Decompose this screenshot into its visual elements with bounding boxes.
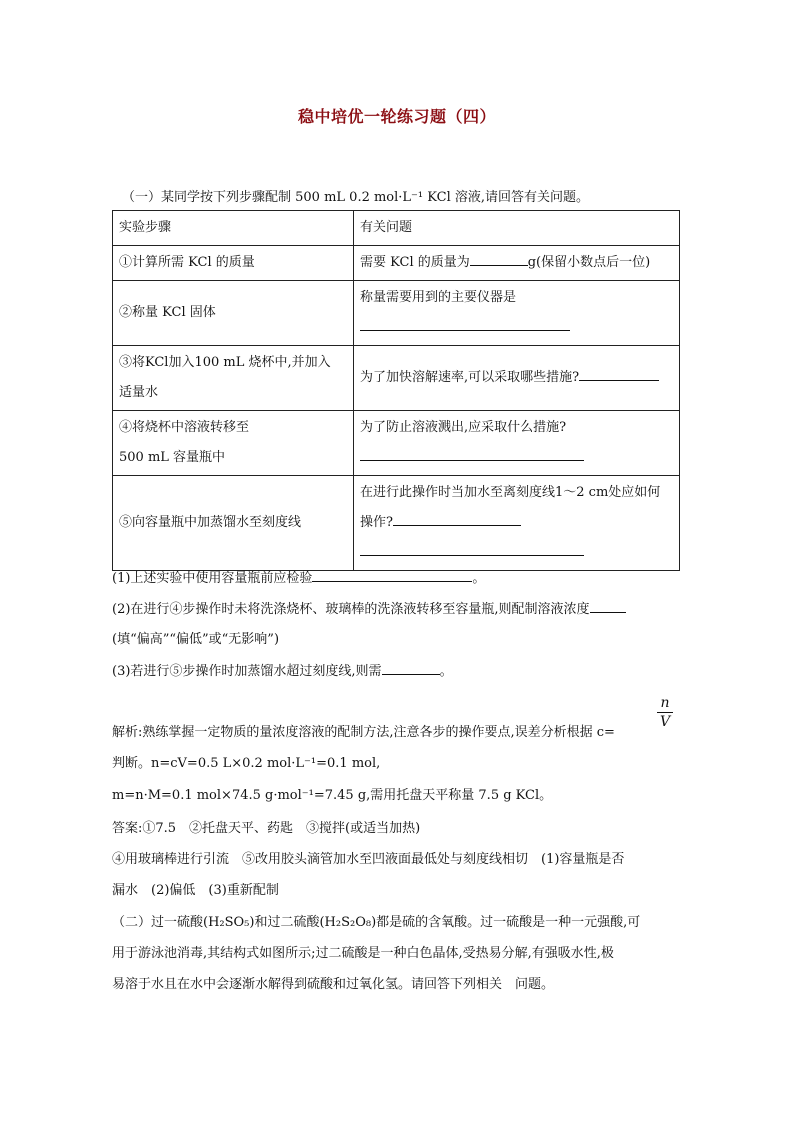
table-row xyxy=(113,411,680,476)
table-row xyxy=(113,246,680,281)
question-cell xyxy=(354,246,680,281)
step-cell xyxy=(113,346,354,411)
answer-blank[interactable] xyxy=(360,446,584,461)
answer-blank[interactable] xyxy=(590,598,626,613)
answer-blank[interactable] xyxy=(360,541,584,556)
table-row xyxy=(113,281,680,346)
question-text: 称量需要用到的主要仪器是 xyxy=(360,290,517,305)
analysis-line: 判断。n=cV=0.5 L×0.2 mol·L⁻¹=0.1 mol, xyxy=(112,756,381,771)
question-cell xyxy=(354,411,680,476)
step-text: ③将KCl加入100 mL 烧杯中,并加入 xyxy=(119,355,331,370)
question-2: (2)在进行④步操作时未将洗涤烧杯、玻璃棒的洗涤液转移至容量瓶,则配制溶液浓度 xyxy=(112,598,626,617)
step-cell: ①计算所需 KCl 的质量 xyxy=(113,246,354,281)
step-text: ④将烧杯中溶液转移至 xyxy=(119,420,250,435)
answer-blank[interactable] xyxy=(360,316,570,331)
intro-text: （一）某同学按下列步骤配制 500 mL 0.2 mol·L⁻¹ KCl 溶液,请回答有关问题。 xyxy=(122,190,589,205)
step-cell: ②称量 KCl 固体 xyxy=(113,281,354,346)
answer-line: ④用玻璃棒进行引流 ⑤改用胶头滴管加水至凹液面最低处与刻度线相切 (1)容量瓶是否 xyxy=(112,852,625,867)
table-row xyxy=(113,476,680,571)
question-text: g(保留小数点后一位) xyxy=(527,255,651,270)
answer-line: 答案:①7.5 ②托盘天平、药匙 ③搅拌(或适当加热) xyxy=(112,821,421,836)
answer-blank[interactable] xyxy=(312,567,472,582)
fraction-n-over-v: n V xyxy=(657,695,673,730)
header-question: 有关问题 xyxy=(354,211,680,246)
question-1: (1)上述实验中使用容量瓶前应检验 。 xyxy=(112,567,485,586)
part2-line: 易溶于水且在水中会逐渐水解得到硫酸和过氧化氢。请回答下列相关 问题。 xyxy=(112,977,555,992)
page-title: 稳中培优一轮练习题（四） xyxy=(297,107,496,126)
step-cell xyxy=(113,411,354,476)
question-2-note: (填“偏高”“偏低”或“无影响”) xyxy=(112,632,280,647)
step-cell: ⑤向容量瓶中加蒸馏水至刻度线 xyxy=(113,476,354,571)
answer-blank[interactable] xyxy=(579,366,659,381)
question-text: 为了防止溶液溅出,应采取什么措施? xyxy=(360,420,567,435)
table-header-row xyxy=(113,211,680,246)
table-row xyxy=(113,346,680,411)
answer-line: 漏水 (2)偏低 (3)重新配制 xyxy=(112,883,279,898)
question-text: 为了加快溶解速率,可以采取哪些措施? xyxy=(360,370,580,385)
analysis-line: m=n·M=0.1 mol×74.5 g·mol⁻¹=7.45 g,需用托盘天平称量 7.5 g KCl。 xyxy=(112,788,553,803)
question-cell xyxy=(354,346,680,411)
part2-line: 用于游泳池消毒,其结构式如图所示;过二硫酸是一种白色晶体,受热易分解,有强吸水性,极 xyxy=(112,946,614,961)
answer-blank[interactable] xyxy=(470,251,528,266)
answer-blank[interactable] xyxy=(393,511,521,526)
step-text: 适量水 xyxy=(119,385,159,400)
steps-table xyxy=(112,210,680,571)
question-text: 操作? xyxy=(360,515,393,530)
step-text: 500 mL 容量瓶中 xyxy=(119,450,226,465)
question-3: (3)若进行⑤步操作时加蒸馏水超过刻度线,则需 。 xyxy=(112,660,453,679)
analysis-line: 解析:熟练掌握一定物质的量浓度溶液的配制方法,注意各步的操作要点,误差分析根据 c= xyxy=(112,725,615,740)
question-text: 在进行此操作时当加水至离刻度线1～2 cm处应如何 xyxy=(360,485,661,500)
question-cell xyxy=(354,281,680,346)
answer-blank[interactable] xyxy=(382,660,440,675)
question-cell xyxy=(354,476,680,571)
part2-line: （二）过一硫酸(H₂SO₅)和过二硫酸(H₂S₂O₈)都是硫的含氧酸。过一硫酸是一种一元强酸,可 xyxy=(112,915,641,930)
header-step: 实验步骤 xyxy=(113,211,354,246)
question-text: 需要 KCl 的质量为 xyxy=(360,255,470,270)
